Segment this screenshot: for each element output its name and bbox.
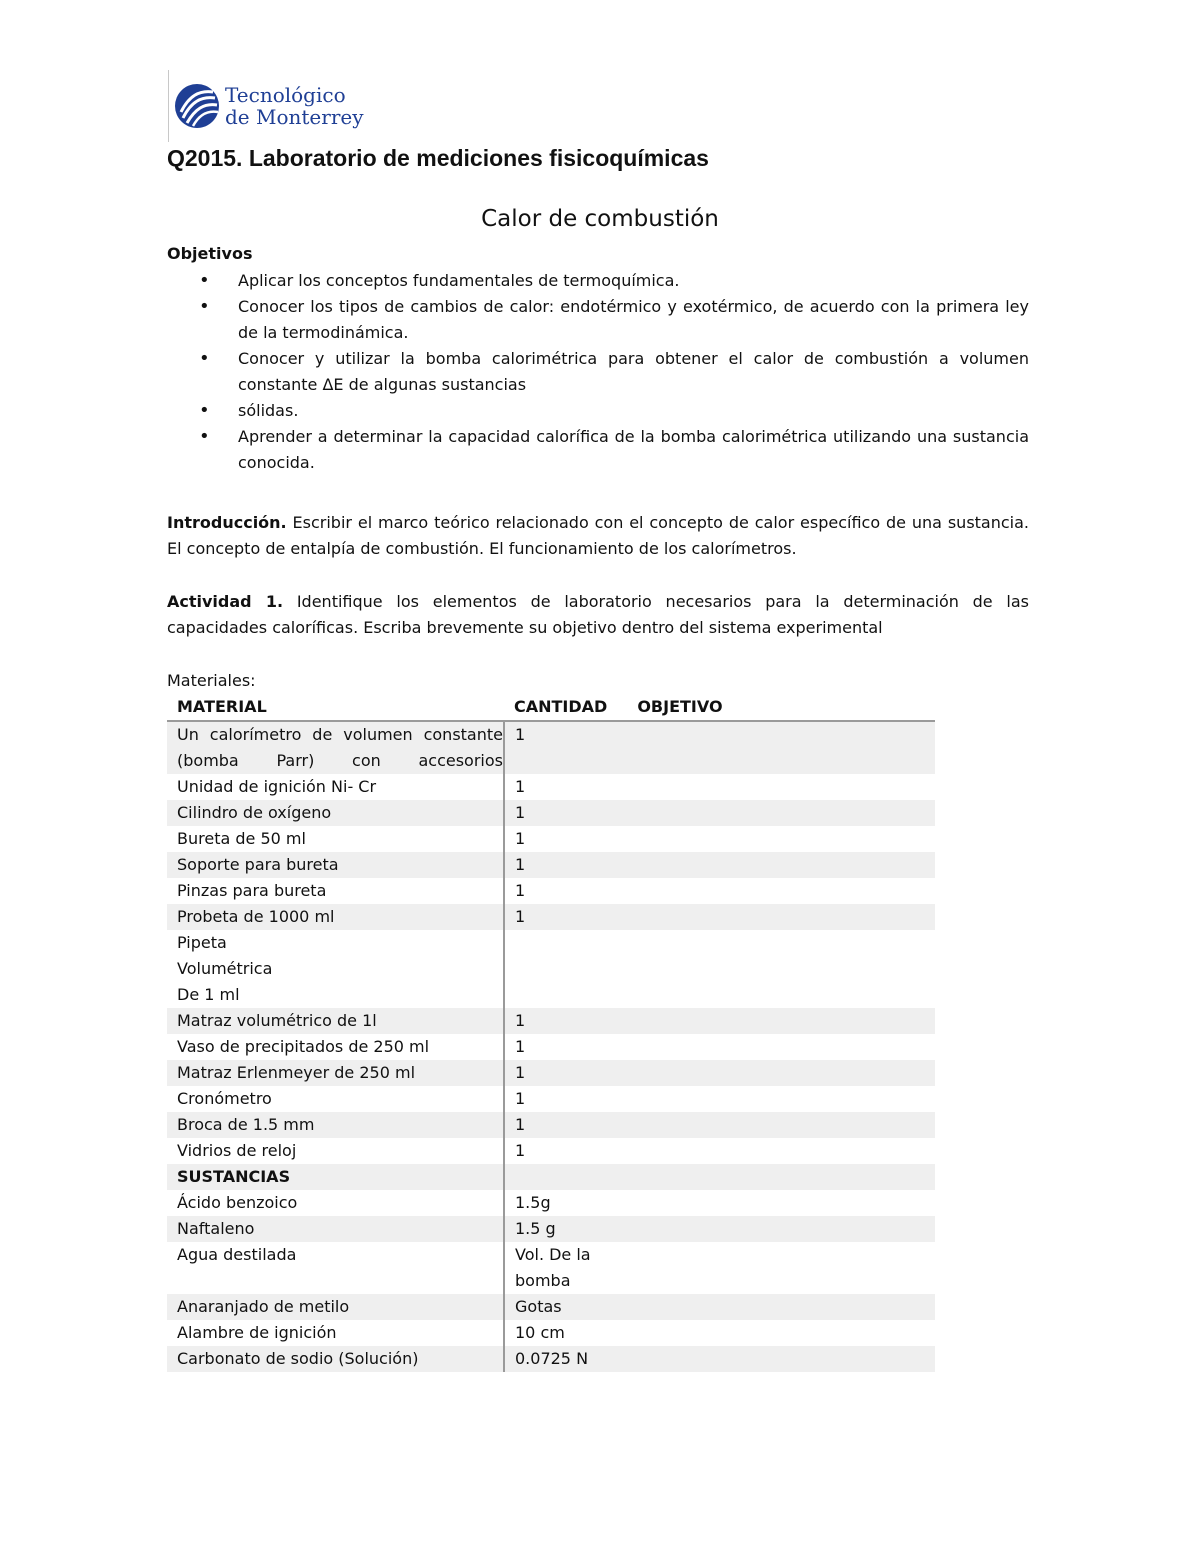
table-row bbox=[167, 1086, 935, 1112]
material-cell: Cilindro de oxígeno bbox=[167, 800, 504, 826]
objective-item: • Aplicar los conceptos fundamentales de termoquímica. bbox=[167, 268, 1029, 294]
table-row bbox=[167, 1216, 935, 1242]
quantity-cell: 1 bbox=[515, 1141, 526, 1160]
logo-line-2: de Monterrey bbox=[225, 105, 364, 129]
material-cell: Probeta de 1000 ml bbox=[167, 904, 504, 930]
objectives-heading: Objetivos bbox=[167, 244, 253, 263]
table-row bbox=[167, 1242, 935, 1294]
table-row bbox=[167, 904, 935, 930]
table-row bbox=[167, 826, 935, 852]
table-row bbox=[167, 1112, 935, 1138]
introduction-paragraph bbox=[167, 510, 1029, 562]
section-cell: SUSTANCIAS bbox=[167, 1164, 504, 1190]
objective-cell bbox=[675, 800, 935, 826]
objective-cell bbox=[675, 721, 935, 774]
header-material: MATERIAL bbox=[167, 694, 504, 721]
document-title: Q2015. Laboratorio de mediciones fisicoquímicas bbox=[167, 145, 709, 171]
logo-wordmark bbox=[225, 84, 364, 128]
material-cell: Un calorímetro de volumen constante (bomba Parr) con accesorios bbox=[167, 721, 504, 774]
objectives-list bbox=[167, 268, 1029, 476]
material-cell: Cronómetro bbox=[167, 1086, 504, 1112]
quantity-cell: Gotas bbox=[504, 1294, 675, 1320]
table-row bbox=[167, 1190, 935, 1216]
quantity-cell: 1 bbox=[504, 721, 675, 774]
table-row bbox=[167, 1294, 935, 1320]
table-row bbox=[167, 721, 935, 774]
quantity-cell: 1 bbox=[504, 800, 675, 826]
table-row bbox=[167, 1138, 935, 1164]
material-cell: Pinzas para bureta bbox=[167, 878, 504, 904]
quantity-cell: 1 bbox=[504, 1008, 675, 1034]
table-row bbox=[167, 852, 935, 878]
table-row bbox=[167, 1320, 935, 1346]
quantity-cell: 1.5g bbox=[515, 1193, 551, 1212]
activity-1-text: Identifique los elementos de laboratorio necesarios para la determinación de las capacidades caloríficas. Escriba brevemente su objetivo dentro del sistema experimental bbox=[167, 592, 1029, 637]
activity-1-label: Actividad 1. bbox=[167, 592, 284, 611]
logo-line-1: Tecnológico bbox=[225, 83, 346, 107]
objective-cell bbox=[675, 1060, 935, 1086]
quantity-cell: 1 bbox=[504, 852, 675, 878]
material-cell: Unidad de ignición Ni- Cr bbox=[167, 774, 504, 800]
objective-cell bbox=[675, 930, 935, 1008]
objective-cell bbox=[675, 774, 935, 800]
objective-cell bbox=[675, 852, 935, 878]
table-row bbox=[167, 774, 935, 800]
material-cell: Broca de 1.5 mm bbox=[167, 1112, 504, 1138]
quantity-cell: 1 bbox=[515, 777, 526, 796]
material-cell: Vaso de precipitados de 250 ml bbox=[167, 1034, 504, 1060]
activity-1-paragraph bbox=[167, 589, 1029, 641]
quantity-cell bbox=[504, 1164, 675, 1190]
table-row bbox=[167, 1008, 935, 1034]
table-row bbox=[167, 1034, 935, 1060]
objective-cell bbox=[675, 904, 935, 930]
material-cell: Anaranjado de metilo bbox=[167, 1294, 504, 1320]
table-row bbox=[167, 800, 935, 826]
material-cell: Bureta de 50 ml bbox=[167, 826, 504, 852]
introduction-text: Escribir el marco teórico relacionado con el concepto de calor específico de una sustancia. El concepto de entalpía de combustión. El funcionamiento de los calorímetros. bbox=[167, 513, 1029, 558]
table-row bbox=[167, 930, 935, 1008]
objective-cell bbox=[675, 1294, 935, 1320]
document-subtitle: Calor de combustión bbox=[481, 206, 719, 232]
material-cell: Matraz Erlenmeyer de 250 ml bbox=[167, 1060, 504, 1086]
quantity-cell: 10 cm bbox=[515, 1323, 565, 1342]
quantity-cell: 1 bbox=[515, 1037, 526, 1056]
institution-logo bbox=[168, 70, 389, 142]
table-section-row bbox=[167, 1164, 935, 1190]
quantity-cell: 1.5 g bbox=[504, 1216, 675, 1242]
objective-cell bbox=[675, 1086, 935, 1112]
quantity-cell: 1 bbox=[504, 1112, 675, 1138]
introduction-label: Introducción. bbox=[167, 513, 287, 532]
table-row bbox=[167, 1060, 935, 1086]
table-row bbox=[167, 1346, 935, 1372]
table-header-row bbox=[167, 694, 935, 721]
header-objective: OBJETIVO bbox=[637, 697, 723, 716]
objective-item: • Aprender a determinar la capacidad calorífica de la bomba calorimétrica utilizando una sustancia conocida. bbox=[167, 424, 1029, 476]
materials-table bbox=[167, 694, 935, 1372]
objective-cell bbox=[675, 1034, 935, 1060]
quantity-cell: 1 bbox=[515, 881, 526, 900]
material-cell: Alambre de ignición bbox=[167, 1320, 504, 1346]
objective-cell bbox=[675, 878, 935, 904]
objective-cell bbox=[675, 1216, 935, 1242]
material-cell: Ácido benzoico bbox=[167, 1190, 504, 1216]
materials-label: Materiales: bbox=[167, 671, 256, 690]
material-cell: Agua destilada bbox=[167, 1242, 504, 1294]
header-quantity: CANTIDAD bbox=[514, 697, 608, 716]
tec-emblem-icon bbox=[173, 82, 221, 130]
table-row bbox=[167, 878, 935, 904]
material-cell: Vidrios de reloj bbox=[167, 1138, 504, 1164]
quantity-cell: 1 bbox=[504, 1060, 675, 1086]
objective-cell bbox=[675, 1320, 935, 1346]
objective-cell bbox=[675, 1346, 935, 1372]
quantity-cell: 1 bbox=[515, 829, 526, 848]
material-cell: Soporte para bureta bbox=[167, 852, 504, 878]
objective-cell bbox=[675, 1112, 935, 1138]
objective-item: • sólidas. bbox=[167, 398, 1029, 424]
objective-cell bbox=[675, 1242, 935, 1294]
header-quantity-objective bbox=[504, 694, 935, 721]
objective-cell bbox=[675, 1008, 935, 1034]
material-cell: Pipeta Volumétrica De 1 ml bbox=[167, 930, 504, 1008]
quantity-cell: 0.0725 N bbox=[504, 1346, 675, 1372]
quantity-cell: Vol. De la bomba bbox=[515, 1245, 591, 1290]
quantity-cell bbox=[504, 930, 675, 1008]
quantity-cell: 1 bbox=[515, 1089, 526, 1108]
objective-cell bbox=[675, 1138, 935, 1164]
objective-cell bbox=[675, 826, 935, 852]
material-cell: Matraz volumétrico de 1l bbox=[167, 1008, 504, 1034]
material-cell: Carbonato de sodio (Solución) bbox=[167, 1346, 504, 1372]
objective-cell bbox=[675, 1164, 935, 1190]
objective-item: • Conocer los tipos de cambios de calor: endotérmico y exotérmico, de acuerdo con la primera ley de la termodinámica. bbox=[167, 294, 1029, 346]
objective-item: • Conocer y utilizar la bomba calorimétrica para obtener el calor de combustión a volumen constante ΔE de algunas sustancias bbox=[167, 346, 1029, 398]
quantity-cell: 1 bbox=[504, 904, 675, 930]
material-cell: Naftaleno bbox=[167, 1216, 504, 1242]
objective-cell bbox=[675, 1190, 935, 1216]
